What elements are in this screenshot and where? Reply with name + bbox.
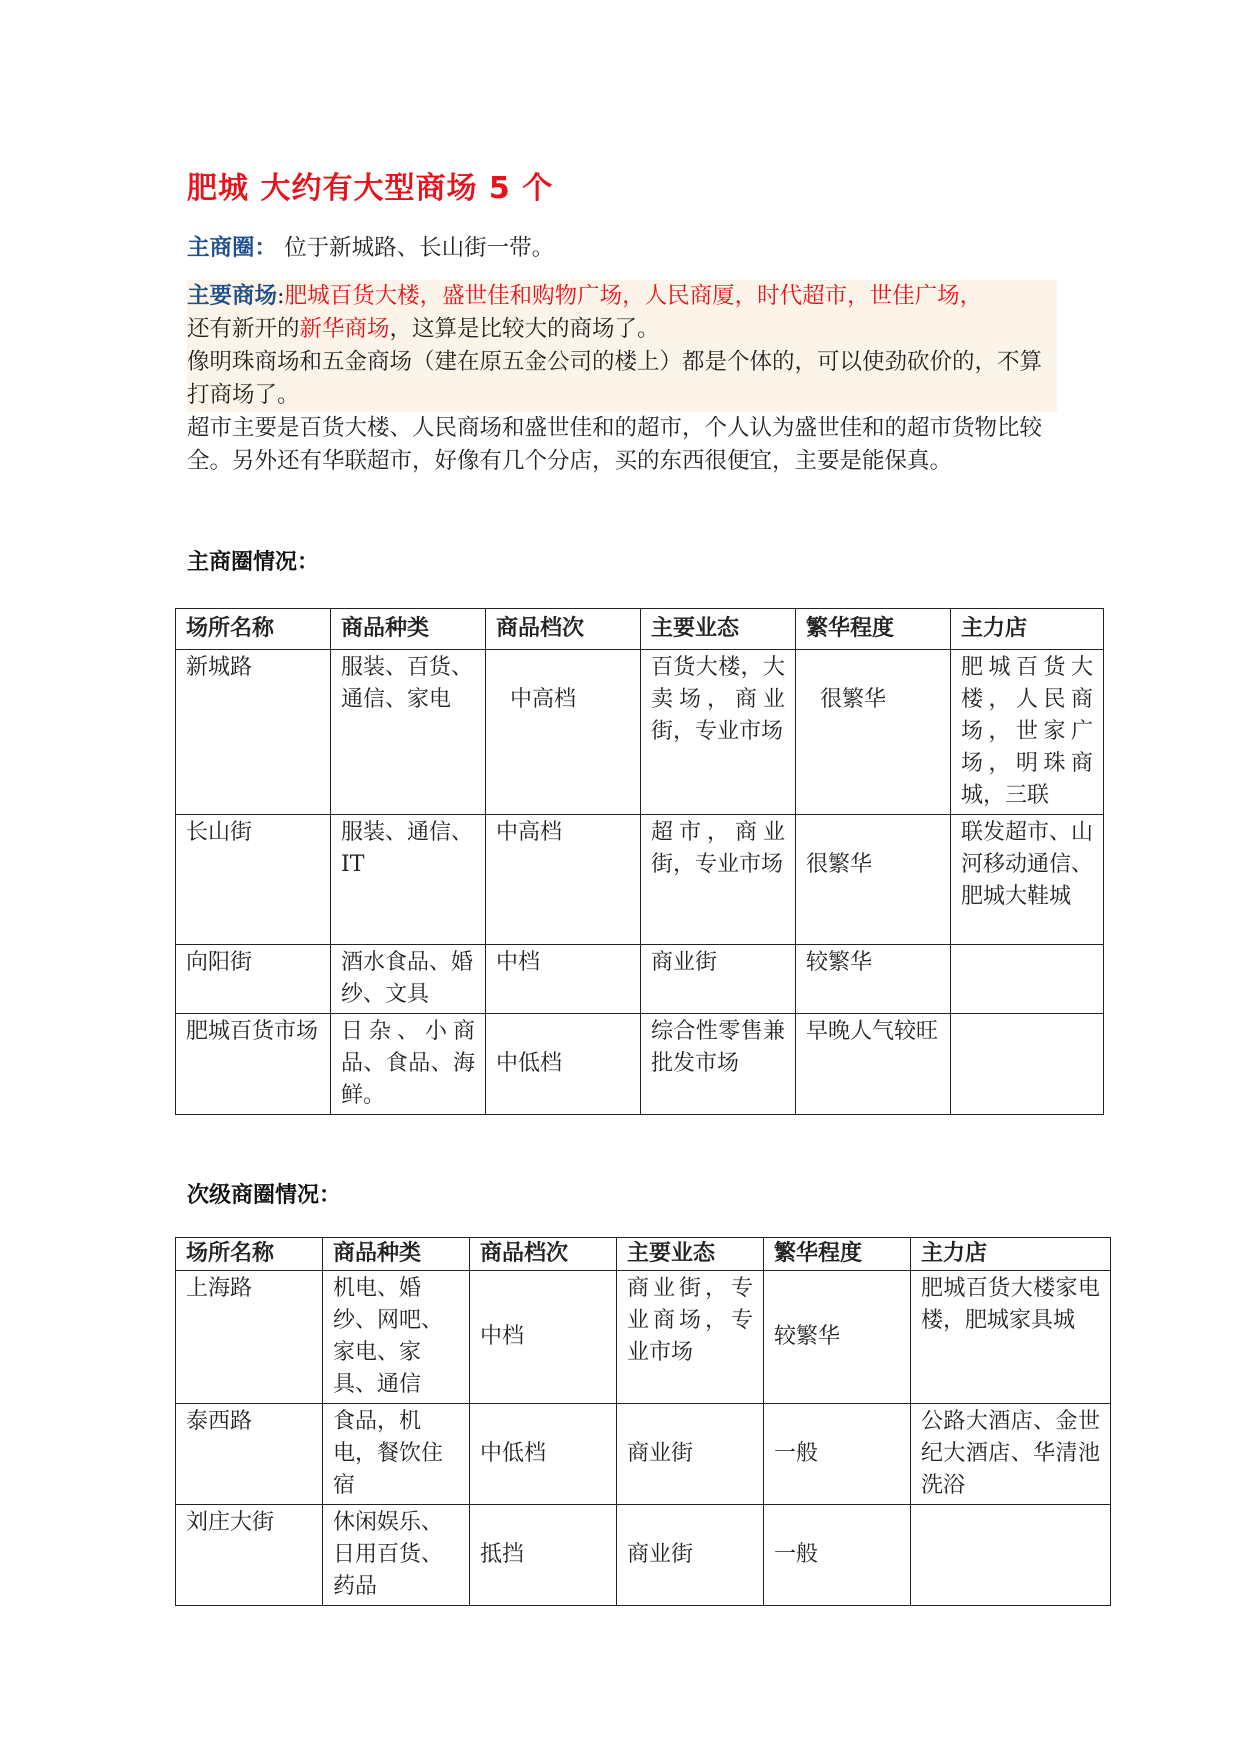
main-malls-line2-b: ，这算是比较大的商场了。: [389, 316, 660, 342]
table-cell: 机电、婚纱、网吧、家电、家具、通信: [323, 1271, 470, 1404]
table-cell: [951, 945, 1104, 1014]
table-cell: 休闲娱乐、日用百货、药品: [323, 1505, 470, 1606]
table-row: [176, 1271, 1111, 1404]
table-cell: 中低档: [486, 1014, 641, 1115]
table-cell: 商业街: [641, 945, 796, 1014]
header-cell: 商品档次: [486, 609, 641, 650]
table-cell: 很繁华: [796, 815, 951, 945]
header-cell: 繁华程度: [764, 1238, 911, 1271]
main-circle-text: 位于新城路、长山街一带。: [284, 235, 555, 261]
main-circle-table: [175, 608, 1104, 1115]
main-section-title: 主商圈情况：: [187, 550, 320, 575]
header-cell: 主要业态: [641, 609, 796, 650]
table-cell: 长山街: [176, 815, 331, 945]
main-malls-line2-a: 还有新开的: [187, 316, 300, 342]
table-cell: 中档: [486, 945, 641, 1014]
table-cell: 百货大楼，大卖场，商业街，专业市场: [641, 650, 796, 815]
table-cell: 肥城百货大楼家电楼，肥城家具城: [911, 1271, 1111, 1404]
table-header-row: [176, 1238, 1111, 1271]
table-row: [176, 650, 1104, 815]
sub-section-title: 次级商圈情况：: [187, 1183, 342, 1208]
table-cell: 很繁华: [796, 650, 951, 815]
table-cell: 肥城百货大楼，人民商场，世家广场，明珠商城，三联: [951, 650, 1104, 815]
table-cell: 综合性零售兼批发市场: [641, 1014, 796, 1115]
table-cell: 中档: [470, 1271, 617, 1404]
table-cell: 商业街: [617, 1404, 764, 1505]
table-row: [176, 1404, 1111, 1505]
table-cell: [911, 1505, 1111, 1606]
main-malls-colon: :: [277, 283, 285, 309]
table-cell: 一般: [764, 1404, 911, 1505]
table-cell: 泰西路: [176, 1404, 323, 1505]
table-row: [176, 1505, 1111, 1606]
table-cell: 较繁华: [796, 945, 951, 1014]
page-title: 肥城 大约有大型商场 5 个: [187, 171, 554, 206]
table-cell: 服装、百货、通信、家电: [331, 650, 486, 815]
table-cell: 联发超市、山河移动通信、肥城大鞋城: [951, 815, 1104, 945]
table-cell: 中高档: [486, 650, 641, 815]
table-cell: 抵挡: [470, 1505, 617, 1606]
table-cell: 早晚人气较旺: [796, 1014, 951, 1115]
header-cell: 商品种类: [323, 1238, 470, 1271]
main-malls-label: 主要商场: [187, 283, 278, 309]
header-cell: 主要业态: [617, 1238, 764, 1271]
individual-malls-text: 像明珠商场和五金商场（建在原五金公司的楼上）都是个体的，可以使劲砍价的，不算打商场了。: [187, 349, 1043, 408]
table-cell: 中高档: [486, 815, 641, 945]
table-cell: 日杂、小商品、食品、海鲜。: [331, 1014, 486, 1115]
header-cell: 商品档次: [470, 1238, 617, 1271]
table-cell: 较繁华: [764, 1271, 911, 1404]
table-cell: 公路大酒店、金世纪大酒店、华清池洗浴: [911, 1404, 1111, 1505]
table-row: [176, 1014, 1104, 1115]
header-cell: 场所名称: [176, 609, 331, 650]
table-cell: 服装、通信、IT: [331, 815, 486, 945]
header-cell: 商品种类: [331, 609, 486, 650]
header-cell: 场所名称: [176, 1238, 323, 1271]
main-circle-label: 主商圈：: [187, 235, 278, 261]
table-cell: 上海路: [176, 1271, 323, 1404]
header-cell: 主力店: [951, 609, 1104, 650]
table-row: [176, 945, 1104, 1014]
table-cell: 中低档: [470, 1404, 617, 1505]
table-cell: 食品，机电，餐饮住宿: [323, 1404, 470, 1505]
table-cell: 商业街，专业商场，专业市场: [617, 1271, 764, 1404]
table-cell: 肥城百货市场: [176, 1014, 331, 1115]
xinhua-mall: 新华商场: [299, 316, 390, 342]
main-malls-list: 肥城百货大楼，盛世佳和购物广场，人民商厦，时代超市，世佳广场，: [284, 283, 983, 309]
table-cell: 向阳街: [176, 945, 331, 1014]
header-cell: 主力店: [911, 1238, 1111, 1271]
table-cell: 一般: [764, 1505, 911, 1606]
table-cell: 新城路: [176, 650, 331, 815]
table-cell: 商业街: [617, 1505, 764, 1606]
table-cell: 酒水食品、婚纱、文具: [331, 945, 486, 1014]
main-circle-paragraph: [187, 232, 1057, 265]
header-cell: 繁华程度: [796, 609, 951, 650]
supermarket-paragraph: 超市主要是百货大楼、人民商场和盛世佳和的超市，个人认为盛世佳和的超市货物比较全。另外还有华联超市，好像有几个分店，买的东西很便宜，主要是能保真。: [187, 415, 1043, 474]
table-cell: 刘庄大街: [176, 1505, 323, 1606]
table-header-row: [176, 609, 1104, 650]
sub-circle-table: [175, 1237, 1111, 1606]
table-cell: 超市，商业街，专业市场: [641, 815, 796, 945]
table-row: [176, 815, 1104, 945]
main-malls-paragraph: [187, 280, 1057, 412]
table-cell: [951, 1014, 1104, 1115]
